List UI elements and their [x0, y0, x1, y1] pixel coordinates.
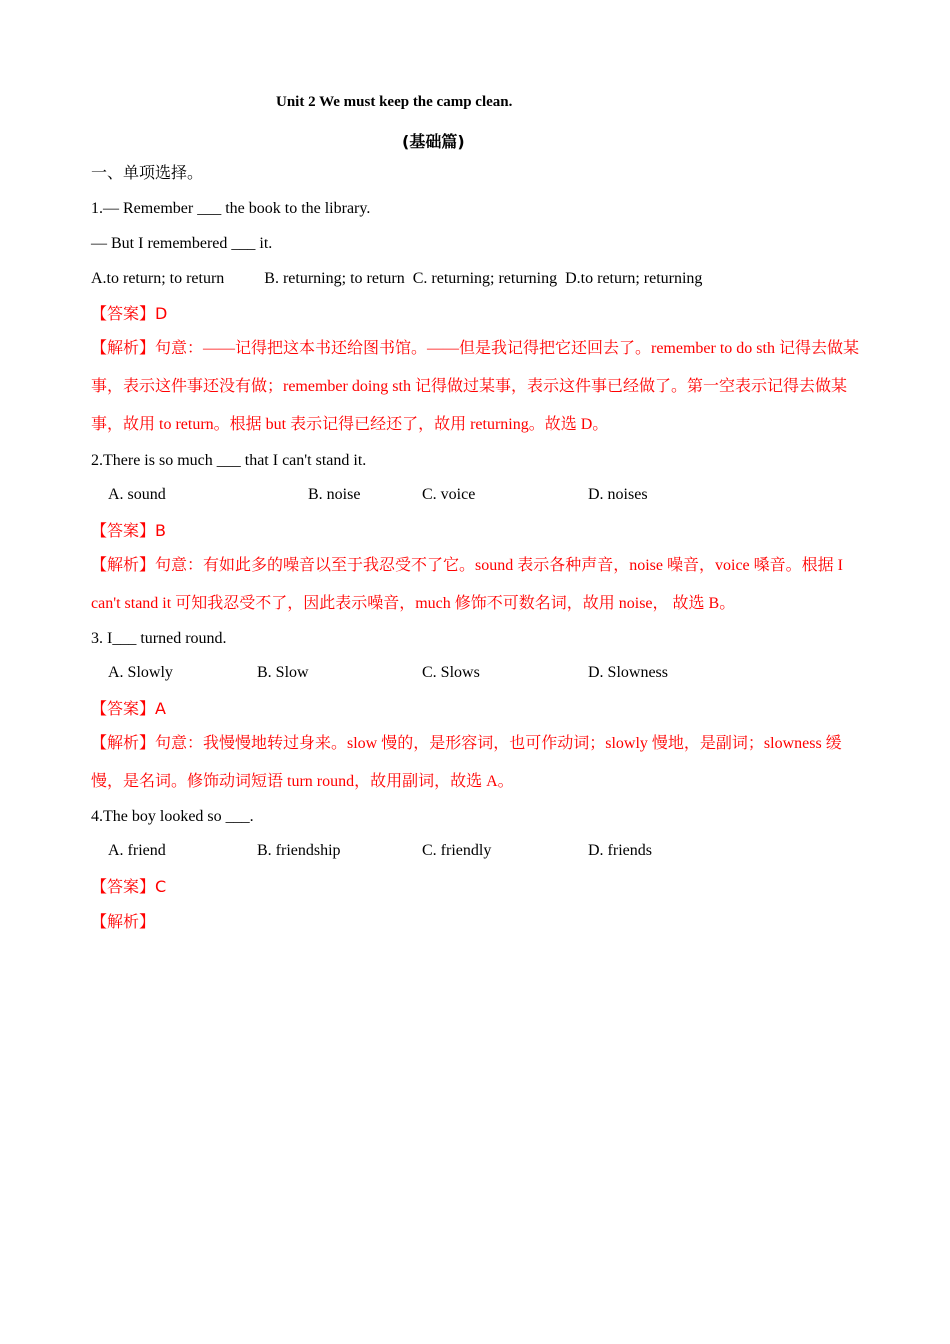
document-subtitle: (基础篇) [402, 132, 465, 151]
question-3-option-c: C. Slows [422, 664, 480, 681]
question-4-option-c: C. friendly [422, 842, 492, 859]
question-4-option-a: A. friend [108, 842, 166, 859]
question-3-answer: 【答案】A [91, 699, 166, 718]
document-title: Unit 2 We must keep the camp clean. [276, 94, 513, 110]
question-3-option-b: B. Slow [257, 664, 309, 681]
question-2-option-d: D. noises [588, 486, 648, 503]
question-1-options: A.to return; to return B. returning; to return C. returning; returning D.to return; returning [91, 270, 703, 287]
question-3-stem: 3. I___ turned round. [91, 630, 227, 647]
question-1-stem-line-2: — But I remembered ___ it. [91, 235, 273, 252]
question-3-analysis: 【解析】句意：我慢慢地转过身来。slow 慢的，是形容词，也可作动词；slowly 慢地，是副词；slowness 缓慢，是名词。修饰动词短语 turn round，故用副词，故选 A。 [91, 735, 842, 790]
question-1-answer: 【答案】D [91, 304, 168, 323]
question-3-option-d: D. Slowness [588, 664, 669, 681]
question-4-answer: 【答案】C [91, 877, 167, 896]
question-1-analysis: 【解析】句意：——记得把这本书还给图书馆。——但是我记得把它还回去了。remember to do sth 记得去做某事，表示这件事还没有做；remember doing sth 记得做过某事，表示这件事已经做了。第一空表示记得去做某事，故用 to return。根据 but 表示记得已经还了，故用 returning。故选 D。 [91, 340, 859, 433]
question-2-answer: 【答案】B [91, 521, 166, 540]
question-2-stem: 2.There is so much ___ that I can't stand it. [91, 452, 367, 469]
question-1-stem-line-1: 1.— Remember ___ the book to the library. [91, 200, 371, 217]
question-2-option-a: A. sound [108, 486, 166, 503]
question-3-option-a: A. Slowly [108, 664, 173, 681]
question-2-option-c: C. voice [422, 486, 476, 503]
question-4-stem: 4.The boy looked so ___. [91, 808, 254, 825]
question-4-option-d: D. friends [588, 842, 652, 859]
section-heading: 一、单项选择。 [91, 163, 204, 182]
question-2-option-b: B. noise [308, 486, 361, 503]
question-4-option-b: B. friendship [257, 842, 341, 859]
question-4-analysis: 【解析】 [91, 912, 156, 931]
question-2-analysis: 【解析】句意：有如此多的噪音以至于我忍受不了它。sound 表示各种声音，noise 噪音，voice 嗓音。根据 I can't stand it 可知我忍受不了，因此表示噪音，much 修饰不可数名词，故用 noise， 故选 B。 [91, 557, 843, 612]
